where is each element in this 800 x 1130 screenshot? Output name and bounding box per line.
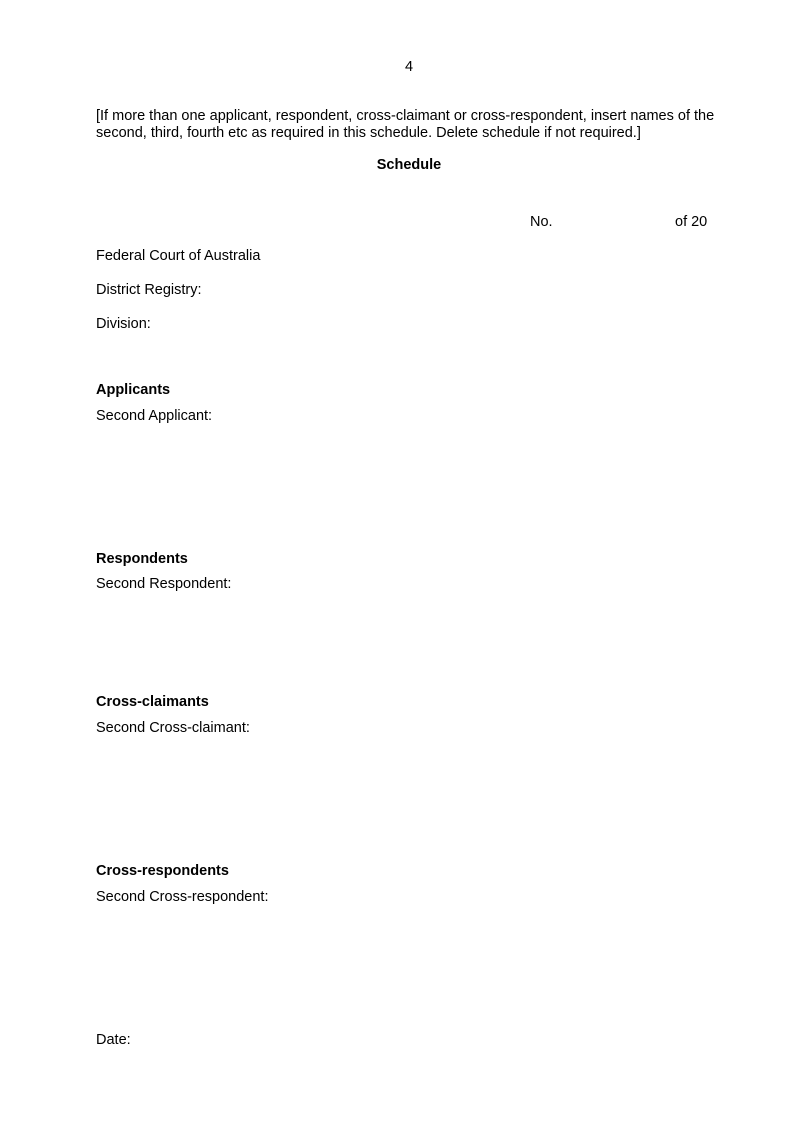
cross-respondents-heading: Cross-respondents (96, 863, 229, 879)
division-label: Division: (96, 316, 151, 332)
second-cross-respondent-label: Second Cross-respondent: (96, 889, 269, 905)
applicants-heading: Applicants (96, 382, 171, 398)
second-cross-claimant-label: Second Cross-claimant: (96, 720, 250, 736)
cross-claimants-heading: Cross-claimants (96, 694, 209, 710)
district-registry-label: District Registry: (96, 282, 202, 298)
schedule-title: Schedule (376, 157, 442, 173)
second-applicant-label: Second Applicant: (96, 408, 213, 424)
court-name: Federal Court of Australia (96, 248, 261, 264)
date-label: Date: (96, 1032, 131, 1048)
file-number-label: No. (530, 214, 553, 230)
second-respondent-label: Second Respondent: (96, 576, 232, 592)
respondents-heading: Respondents (96, 551, 188, 567)
page-number: 4 (404, 59, 414, 75)
instruction-note: [If more than one applicant, respondent, cross-claimant or cross-respondent, insert names of the second, third, fourth etc as required in this schedule. Delete schedule if not required.] (96, 108, 715, 141)
file-year-label: of 20 (675, 214, 708, 230)
